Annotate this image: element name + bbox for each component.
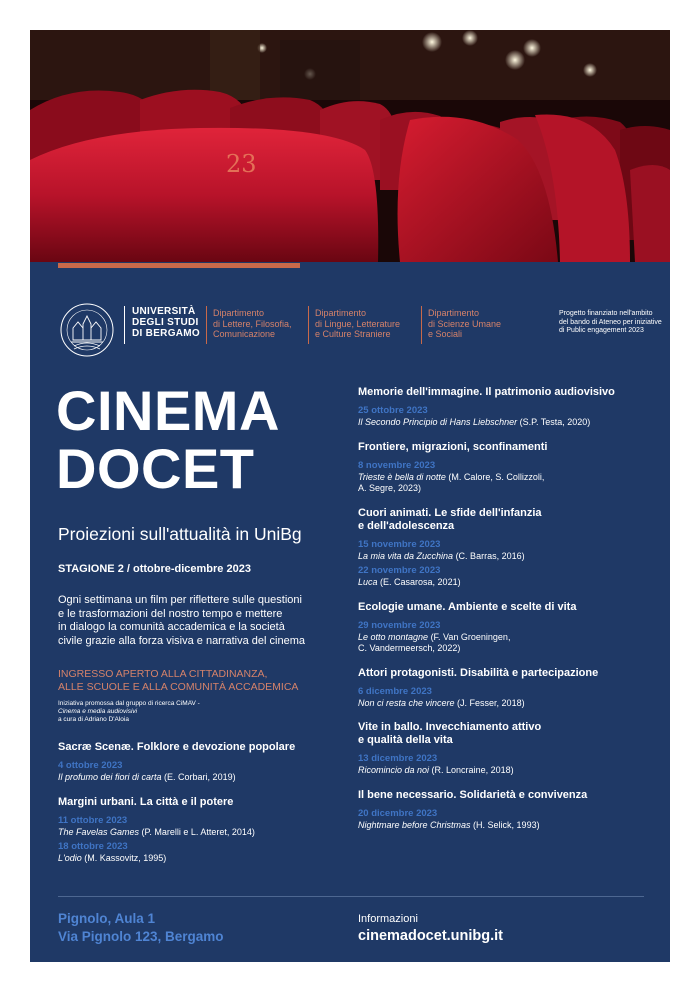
department-lingue: Dipartimento di Lingue, Letterature e Culture Straniere xyxy=(315,308,401,339)
screening-film: Le otto montagne (F. Van Groeningen, C. Vandermeersch, 2022) xyxy=(358,631,511,653)
screening-date: 15 novembre 2023 xyxy=(358,538,441,550)
screening-date: 18 ottobre 2023 xyxy=(58,841,128,852)
section-title: Cuori animati. Le sfide dell'infanzia e dell'adolescenza xyxy=(358,506,542,532)
screening-date: 8 novembre 2023 xyxy=(358,459,436,471)
screening-film: L'odio (M. Kassovitz, 1995) xyxy=(58,853,167,863)
poster xyxy=(30,30,670,962)
university-seal-icon xyxy=(58,302,116,358)
screening-film: Nightmare before Christmas (H. Selick, 1993) xyxy=(358,819,540,830)
screening-date: 13 dicembre 2023 xyxy=(358,753,438,764)
screening-film: Luca (E. Casarosa, 2021) xyxy=(358,577,461,587)
divider xyxy=(124,306,125,344)
divider xyxy=(206,306,207,344)
screening-film: La mia vita da Zucchina (C. Barras, 2016) xyxy=(358,550,525,561)
right-program xyxy=(358,386,658,831)
seat-number: 23 xyxy=(226,150,257,178)
section-margini-urbani xyxy=(58,796,348,865)
department-lettere: Dipartimento di Lettere, Filosofia, Comunicazione xyxy=(213,308,292,339)
university-name: UNIVERSITÀ DEGLI STUDI DI BERGAMO xyxy=(132,306,200,339)
screening-date: 29 novembre 2023 xyxy=(358,619,441,631)
poster-title: CINEMA DOCET xyxy=(56,379,280,500)
venue: Pignolo, Aula 1 Via Pignolo 123, Bergamo xyxy=(58,911,224,944)
section-vite-in-ballo xyxy=(358,721,658,777)
cinema-seats-photo xyxy=(30,30,670,262)
section-title: Il bene necessario. Solidarietà e convivenza xyxy=(358,788,588,801)
info-url-link[interactable]: cinemadocet.unibg.it xyxy=(358,928,504,944)
intro-text: Ogni settimana un film per riflettere sulle questioni e le trasformazioni del nostro tempo e mettere in dialogo la comunità accademica e la società civile grazie alla forza visiva e narrativa del cinema xyxy=(58,594,305,647)
screening-film: Ricomincio da noi (R. Loncraine, 2018) xyxy=(358,765,514,775)
funding-note: Progetto finanziato nell'ambito del bando di Ateneo per iniziative di Public engagement 2023 xyxy=(559,310,662,334)
screening-film: Il profumo dei fiori di carta (E. Corbari, 2019) xyxy=(58,772,236,782)
section-cuori-animati xyxy=(358,507,658,589)
screening-date: 20 dicembre 2023 xyxy=(358,807,438,819)
screening-film: Non ci resta che vincere (J. Fesser, 2018) xyxy=(358,697,525,708)
section-attori xyxy=(358,667,658,710)
info-label: Informazioni xyxy=(358,913,418,925)
screening-film: The Favelas Games (P. Marelli e L. Atteret, 2014) xyxy=(58,826,255,837)
screening-date: 11 ottobre 2023 xyxy=(58,814,128,826)
section-sacrae-scenae xyxy=(58,741,348,784)
screening-date: 25 ottobre 2023 xyxy=(358,405,428,416)
footer-divider xyxy=(58,896,644,897)
section-frontiere xyxy=(358,441,658,495)
screening-film: Trieste è bella di notte (M. Calore, S. Collizzoli, A. Segre, 2023) xyxy=(358,471,545,493)
section-memorie xyxy=(358,386,658,429)
subtitle: Proiezioni sull'attualità in UniBg xyxy=(58,524,302,544)
section-title: Sacræ Scenæ. Folklore e devozione popolare xyxy=(58,741,296,753)
left-program xyxy=(58,741,348,865)
section-title: Memorie dell'immagine. Il patrimonio audiovisivo xyxy=(358,386,615,398)
section-title: Ecologie umane. Ambiente e scelte di vita xyxy=(358,600,577,613)
section-title: Attori protagonisti. Disabilità e partecipazione xyxy=(358,666,599,679)
screening-date: 6 dicembre 2023 xyxy=(358,685,432,697)
season-label: STAGIONE 2 / ottobre-dicembre 2023 xyxy=(58,563,251,575)
accent-bar xyxy=(58,263,300,268)
divider xyxy=(308,306,309,344)
screening-film: Il Secondo Principio di Hans Liebschner (S.P. Testa, 2020) xyxy=(358,417,591,427)
logo-strip xyxy=(58,302,662,358)
access-notice: INGRESSO APERTO ALLA CITTADINANZA, ALLE SCUOLE E ALLA COMUNITÀ ACCADEMICA xyxy=(58,668,299,693)
section-title: Frontiere, migrazioni, sconfinamenti xyxy=(358,440,548,453)
department-scienze-umane: Dipartimento di Scienze Umane e Sociali xyxy=(428,308,502,339)
screening-date: 4 ottobre 2023 xyxy=(58,760,123,771)
screening-date: 22 novembre 2023 xyxy=(358,565,441,576)
divider xyxy=(421,306,422,344)
section-ecologie xyxy=(358,601,658,655)
promo-credit: Iniziativa promossa dal gruppo di ricerca CiMAV - Cinema e media audiovisivi a cura di Adriano D'Aloia xyxy=(58,700,200,723)
section-title: Margini urbani. La città e il potere xyxy=(58,795,234,808)
section-title: Vite in ballo. Invecchiamento attivo e qualità della vita xyxy=(358,721,542,746)
section-bene-necessario xyxy=(358,789,658,832)
